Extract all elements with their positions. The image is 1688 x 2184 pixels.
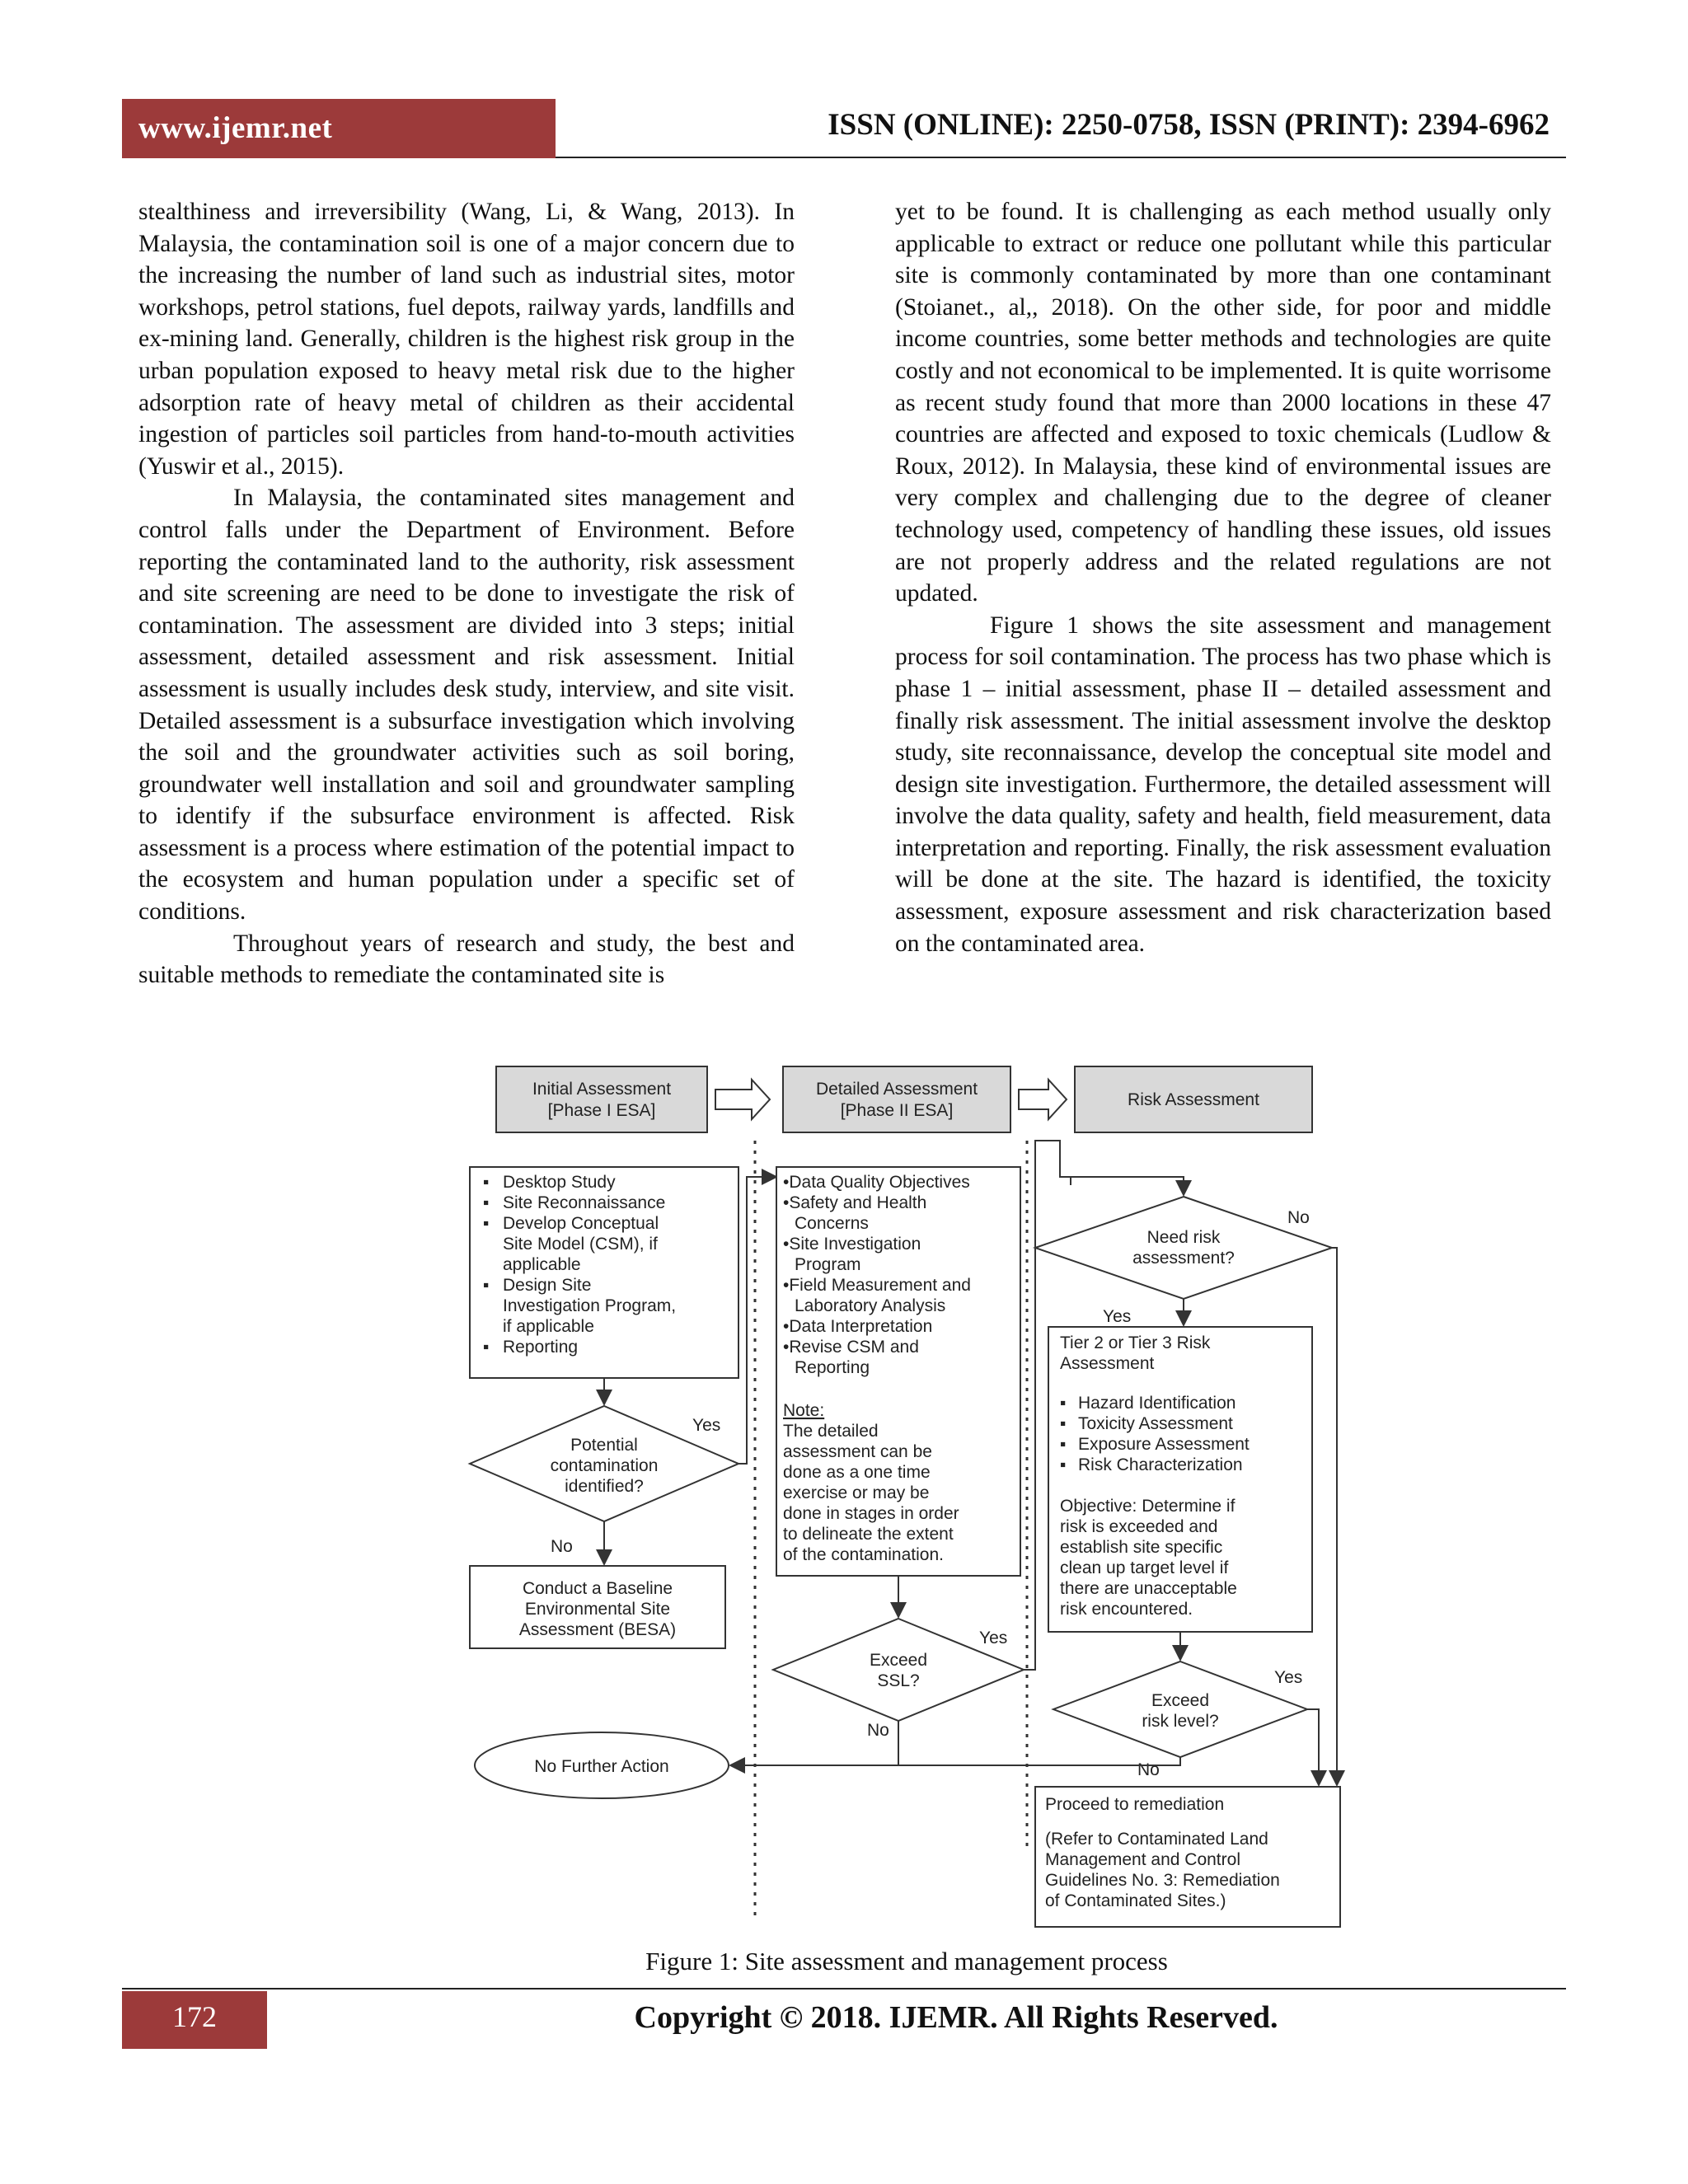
box-text: Management and Control (1045, 1850, 1240, 1869)
bullet-icon: ▪ (1060, 1455, 1067, 1474)
paragraph: stealthiness and irreversibility (Wang, Li, & Wang, 2013). In Malaysia, the contamination soil is one of a major concern due to the increasing the number of land such as industrial sites, motor workshops, petrol stations, fuel depots, railway yards, landfills and ex-mining land. Generally, children is the highest risk group in the urban population exposed to heavy metal risk due to the higher adsorption rate of heavy metal of children as their accidental ingestion of particles soil particles from hand-to-mouth activities (Yuswir et al., 2015). (138, 199, 795, 480)
bullet-icon: ▪ (483, 1338, 490, 1357)
figure-caption: Figure 1: Site assessment and management process (645, 1947, 1168, 1975)
flow-arrow (1307, 1709, 1319, 1785)
copyright: Copyright © 2018. IJEMR. All Rights Reserved. (634, 2000, 1278, 2035)
header-site-badge (122, 99, 556, 158)
journal-issn: ISSN (ONLINE): 2250-0758, ISSN (PRINT): 2394-6962 (828, 108, 1550, 142)
decision-text: Exceed (869, 1651, 928, 1670)
list-item: •Revise CSM and (783, 1338, 919, 1357)
yes-label: Yes (692, 1416, 721, 1435)
tier-risk-assessment-box (1048, 1327, 1312, 1632)
decision-text: risk level? (1142, 1712, 1219, 1731)
paragraph: yet to be found. It is challenging as each method usually only applicable to extract or reduce one pollutant while this particular site is commonly contaminated by more than one contaminant (Stoianet., al,, 2018). On the other side, for poor and middle income countries, some better methods and technologies are quite costly and not economical to be implemented. It is quite worrisome as recent study found that more than 2000 locations in these 47 countries are affected and exposed to toxic chemicals (Ludlow & Roux, 2012). In Malaysia, these kind of environmental issues are very complex and challenging due to the degree of cleaner technology used, competency of handling these issues, old issues are not properly address and the related regulations are not updated. (895, 199, 1551, 607)
phase1-subtitle: [Phase I ESA] (547, 1101, 656, 1120)
phase1-activities-box (470, 1167, 738, 1378)
besa-box (470, 1566, 725, 1648)
note-label: Note: (783, 1401, 825, 1420)
list-item: Design Site (503, 1276, 592, 1295)
list-item: Develop Conceptual (503, 1214, 659, 1233)
bullet-icon: ▪ (483, 1173, 490, 1192)
note-text: assessment can be (783, 1442, 932, 1461)
box-text: of Contaminated Sites.) (1045, 1891, 1226, 1910)
decision-text: Need risk (1146, 1228, 1221, 1247)
box-text: Assessment (BESA) (518, 1620, 677, 1639)
decision-text: Exceed (1151, 1691, 1210, 1710)
page-number: 172 (172, 2000, 217, 2033)
list-item: Program (795, 1255, 861, 1274)
decision-text: SSL? (877, 1671, 920, 1690)
list-item: Site Reconnaissance (503, 1193, 666, 1212)
list-item: if applicable (503, 1317, 594, 1336)
phase3-box (1075, 1066, 1312, 1132)
no-label: No (1137, 1760, 1160, 1779)
box-text: Conduct a Baseline (522, 1579, 673, 1598)
phase-arrow (1019, 1080, 1067, 1119)
decision-text: Potential (570, 1436, 638, 1455)
list-item: •Field Measurement and (783, 1276, 971, 1295)
box-text: Proceed to remediation (1045, 1795, 1225, 1814)
note-text: The detailed (783, 1422, 879, 1441)
note-text: to delineate the extent (783, 1525, 954, 1544)
bullet-icon: ▪ (483, 1276, 490, 1295)
note-text: exercise or may be (783, 1483, 930, 1502)
decision-text: assessment? (1132, 1249, 1235, 1268)
list-item: Site Model (CSM), if (503, 1235, 658, 1254)
exceed-risk-level-decision (1053, 1661, 1307, 1757)
box-text: clean up target level if (1060, 1558, 1229, 1577)
note-text: done as a one time (783, 1463, 931, 1482)
phase2-subtitle: [Phase II ESA] (840, 1101, 954, 1120)
note-text: done in stages in order (783, 1504, 959, 1523)
yes-label: Yes (1103, 1307, 1132, 1326)
no-label: No (551, 1537, 573, 1556)
decision-text: identified? (565, 1477, 644, 1496)
list-item: Concerns (795, 1214, 869, 1233)
paragraph: In Malaysia, the contaminated sites management and control falls under the Department of Environment. Before reporting the contaminated land to the authority, risk assessment and site screening are need to be done to investigate the risk of contamination. The assessment are divided into 3 steps; initial assessment, detailed assessment and risk assessment. Initial assessment is usually includes desk study, interview, and site visit. Detailed assessment is a subsurface investigation which involving the soil and the groundwater activities such as soil boring, groundwater well installation and soil and groundwater sampling to identify if the subsurface environment is affected. Risk assessment is a process where estimation of the potential impact to the ecosystem and human population under a specific set of conditions. (138, 485, 795, 926)
list-item: Laboratory Analysis (795, 1296, 946, 1315)
phase2-activities-box (776, 1167, 1020, 1576)
list-item: Hazard Identification (1078, 1394, 1236, 1413)
box-text: establish site specific (1060, 1538, 1223, 1557)
box-text: (Refer to Contaminated Land (1045, 1830, 1268, 1849)
phase1-title: Initial Assessment (532, 1080, 672, 1099)
note-text: of the contamination. (783, 1545, 944, 1564)
box-text: Tier 2 or Tier 3 Risk (1060, 1333, 1211, 1352)
yes-label: Yes (1274, 1668, 1303, 1687)
flow-arrow (738, 1177, 776, 1464)
bullet-icon: ▪ (483, 1214, 490, 1233)
bullet-icon: ▪ (483, 1193, 490, 1212)
no-label: No (867, 1721, 889, 1740)
phase3-title: Risk Assessment (1128, 1090, 1259, 1109)
left-column (138, 196, 795, 991)
phase2-title: Detailed Assessment (815, 1080, 978, 1099)
list-item: Investigation Program, (503, 1296, 677, 1315)
no-label: No (1287, 1208, 1310, 1227)
yes-label: Yes (979, 1629, 1008, 1647)
flowchart-figure (458, 1060, 1348, 1942)
bullet-icon: ▪ (1060, 1435, 1067, 1454)
box-text: there are unacceptable (1060, 1579, 1237, 1598)
flow-arrow (1060, 1177, 1184, 1195)
journal-site[interactable]: www.ijemr.net (138, 111, 333, 145)
decision-text: contamination (550, 1456, 659, 1475)
box-text: Assessment (1060, 1354, 1155, 1373)
list-item: •Safety and Health (783, 1193, 927, 1212)
remediation-box (1035, 1787, 1340, 1927)
list-item: Exposure Assessment (1078, 1435, 1250, 1454)
paragraph: Figure 1 shows the site assessment and management process for soil contamination. The process has two phase which is phase 1 – initial assessment, phase II – detailed assessment and finally risk assessment. The initial assessment involve the desktop study, site reconnaissance, develop the conceptual site model and design site investigation. Furthermore, the detailed assessment will involve the data quality, safety and health, field measurement, data interpretation and reporting. Finally, the risk assessment evaluation will be done at the site. The hazard is identified, the toxicity assessment, exposure assessment and risk characterization based on the contaminated area. (895, 612, 1551, 957)
list-item: •Data Interpretation (783, 1317, 933, 1336)
list-item: Risk Characterization (1078, 1455, 1243, 1474)
terminal-text: No Further Action (534, 1757, 669, 1776)
list-item: Toxicity Assessment (1078, 1414, 1233, 1433)
phase1-box (496, 1066, 707, 1132)
no-further-action (475, 1732, 729, 1798)
paragraph: Throughout years of research and study, the best and suitable methods to remediate the contaminated site is (138, 930, 795, 989)
box-text: risk encountered. (1060, 1600, 1193, 1619)
list-item: Reporting (503, 1338, 579, 1357)
list-item: applicable (503, 1255, 581, 1274)
footer-rule (122, 1988, 1566, 1990)
flow-line (1060, 1757, 1180, 1765)
page-number-badge (122, 1991, 267, 2049)
right-column (895, 196, 1551, 959)
bullet-icon: ▪ (1060, 1414, 1067, 1433)
phase2-box (783, 1066, 1010, 1132)
box-text: Environmental Site (524, 1600, 671, 1619)
list-item: •Data Quality Objectives (783, 1173, 970, 1192)
flow-line (898, 1755, 1060, 1765)
phase-arrow (715, 1080, 770, 1119)
box-text: Guidelines No. 3: Remediation (1045, 1871, 1280, 1890)
bullet-icon: ▪ (1060, 1394, 1067, 1413)
list-item: Desktop Study (503, 1173, 616, 1192)
flow-arrow (1332, 1248, 1337, 1785)
box-text: Objective: Determine if (1060, 1497, 1236, 1516)
list-item: Reporting (795, 1358, 870, 1377)
box-text: risk is exceeded and (1060, 1517, 1218, 1536)
header-rule (556, 157, 1566, 158)
list-item: •Site Investigation (783, 1235, 921, 1254)
